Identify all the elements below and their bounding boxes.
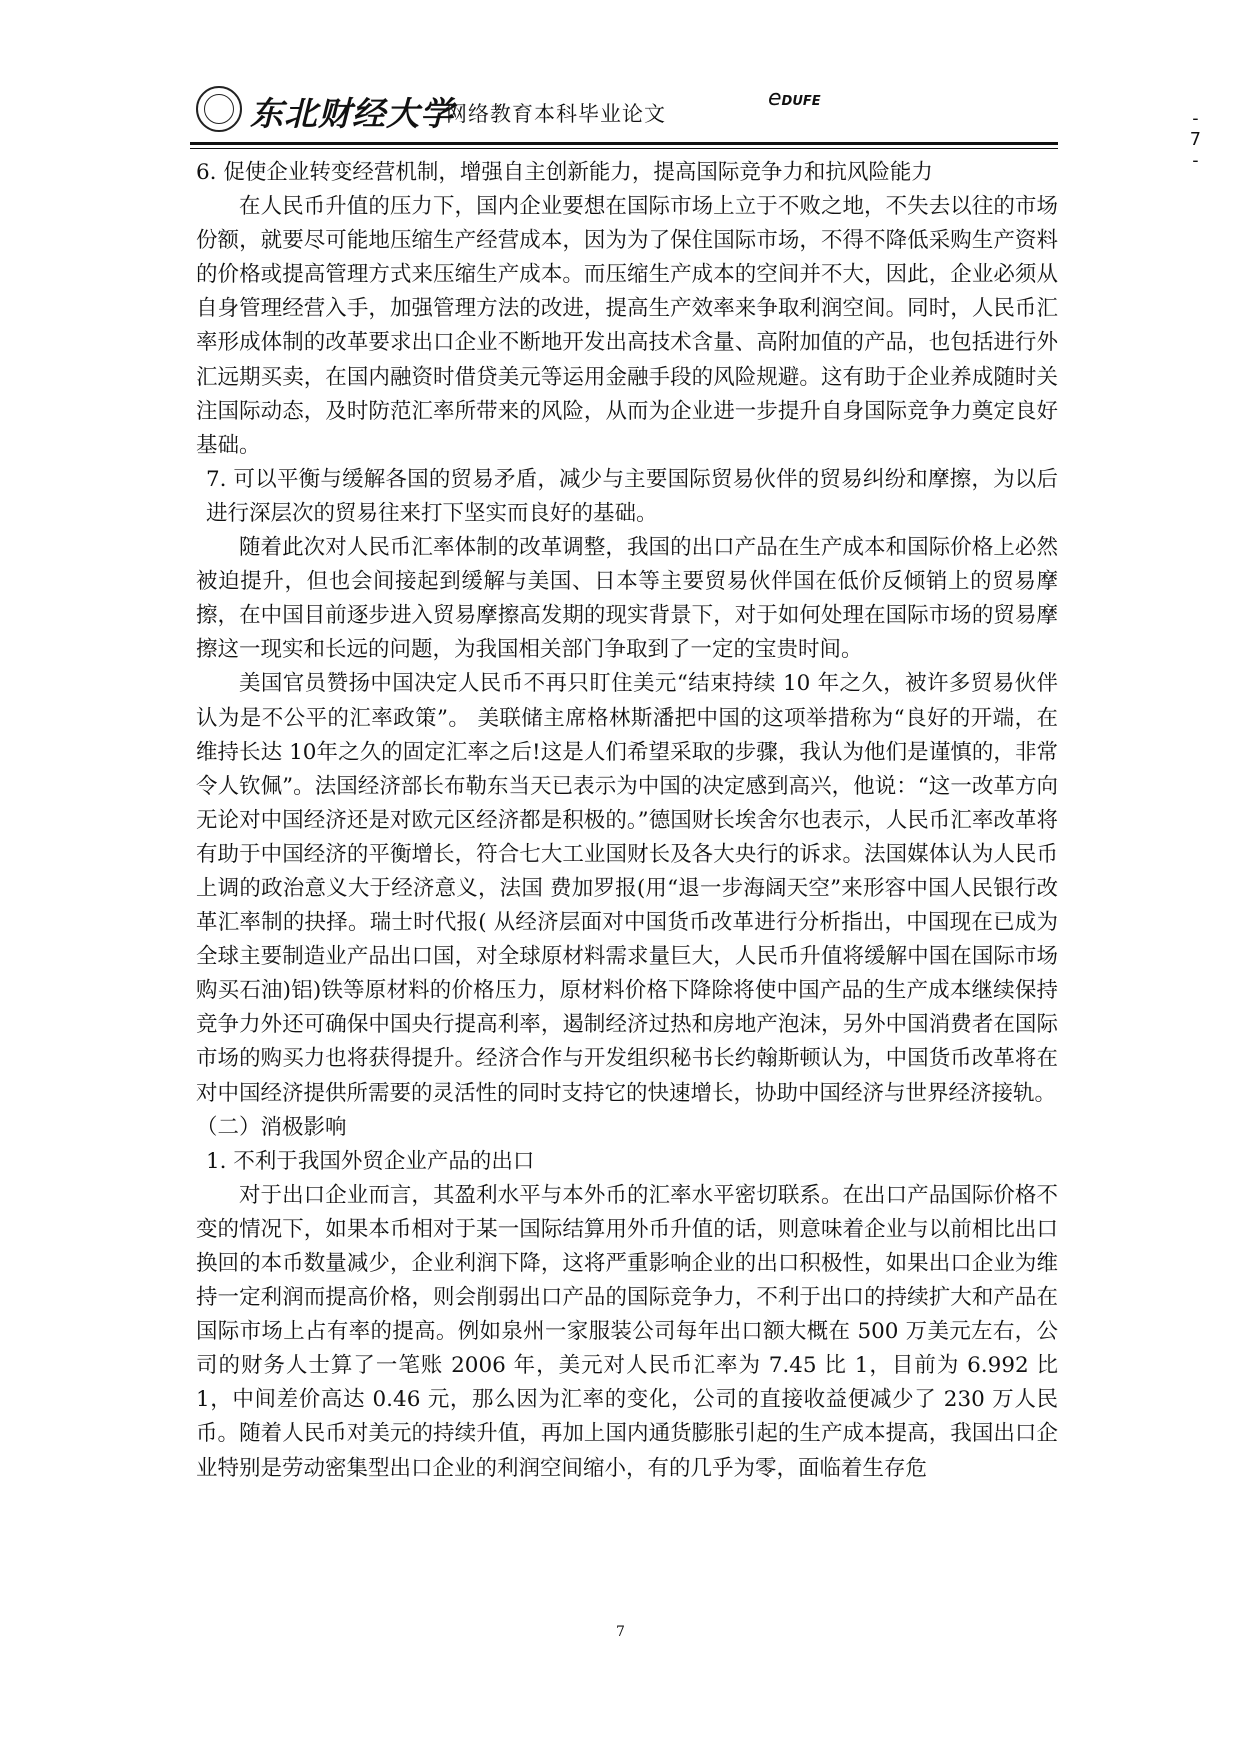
paragraph: 美国官员赞扬中国决定人民币不再只盯住美元“结束持续 10 年之久，被许多贸易伙伴认为是不公平的汇率政策”。 美联储主席格林斯潘把中国的这项举措称为“良好的开端，在维持长达 10年之久的固定汇率之后!这是人们希望采取的步骤，我认为他们是谨慎的，非常令人钦佩”。法国经济部长布勒东当天已表示为中国的决定感到高兴，他说：“这一改革方向无论对中国经济还是对欧元区经济都是积极的。”德国财长埃舍尔也表示，人民币汇率改革将有助于中国经济的平衡增长，符合七大工业国财长及各大央行的诉求。法国媒体认为人民币上调的政治意义大于经济意义，法国 费加罗报(用“退一步海阔天空”来形容中国人民银行改革汇率制的抉择。瑞士时代报( 从经济层面对中国货币改革进行分析指出，中国现在已成为全球主要制造业产品出口国，对全球原材料需求量巨大，人民币升值将缓解中国在国际市场购买石油)铝)铁等原材料的价格压力，原材料价格下降除将使中国产品的生产成本继续保持竞争力外还可确保中国央行提高利率，遏制经济过热和房地产泡沫，另外中国消费者在国际市场的购买力也将获得提升。经济合作与开发组织秘书长约翰斯顿认为，中国货币改革将在对中国经济提供所需要的灵活性的同时支持它的快速增长，协助中国经济与世界经济接轨。 xyxy=(196,671,1058,1106)
page-header xyxy=(190,82,1205,171)
dufe-logo: eDUFE xyxy=(768,86,821,111)
section-heading-6: 6. 促使企业转变经营机制，增强自主创新能力，提高国际竞争力和抗风险能力 xyxy=(196,160,933,185)
subsection-heading: （二）消极影响 xyxy=(196,1114,347,1140)
header-rule xyxy=(190,142,1058,145)
university-name: 东北财经大学 xyxy=(250,94,454,133)
footer-page-number: 7 xyxy=(616,1624,625,1640)
section-heading-7: 7. 可以平衡与缓解各国的贸易矛盾，减少与主要国际贸易伙伴的贸易纠纷和摩擦，为以后进行深层次的贸易往来打下坚实而良好的基础。 xyxy=(206,466,1058,526)
header-page-number: - 7 - xyxy=(1190,108,1205,171)
item-heading: 1. 不利于我国外贸企业产品的出口 xyxy=(206,1148,535,1174)
document-body xyxy=(196,156,1058,1486)
header-rule-thin xyxy=(190,148,1058,149)
paragraph: 在人民币升值的压力下，国内企业要想在国际市场上立于不败之地，不失去以往的市场份额，就要尽可能地压缩生产经营成本，因为为了保住国际市场，不得不降低采购生产资料的价格或提高管理方式来压缩生产成本。而压缩生产成本的空间并不大，因此，企业必须从自身管理经营入手，加强管理方法的改进，提高生产效率来争取利润空间。同时，人民币汇率形成体制的改革要求出口企业不断地开发出高技术含量、高附加值的产品，也包括进行外汇远期买卖，在国内融资时借贷美元等运用金融手段的风险规避。这有助于企业养成随时关注国际动态，及时防范汇率所带来的风险，从而为企业进一步提升自身国际竞争力奠定良好基础。 xyxy=(196,194,1058,458)
university-seal-icon xyxy=(196,86,242,132)
paragraph: 对于出口企业而言，其盈利水平与本外币的汇率水平密切联系。在出口产品国际价格不变的情况下，如果本币相对于某一国际结算用外币升值的话，则意味着企业与以前相比出口换回的本币数量减少，企业利润下降，这将严重影响企业的出口积极性，如果出口企业为维持一定利润而提高价格，则会削弱出口产品的国际竞争力，不利于出口的持续扩大和产品在国际市场上占有率的提高。例如泉州一家服装公司每年出口额大概在 500 万美元左右，公司的财务人士算了一笔账 2006 年，美元对人民币汇率为 7.45 比 1，目前为 6.992 比 1，中间差价高达 0.46 元，那么因为汇率的变化，公司的直接收益便减少了 230 万人民币。随着人民币对美元的持续升值，再加上国内通货膨胀引起的生产成本提高，我国出口企业特别是劳动密集型出口企业的利润空间缩小，有的几乎为零，面临着生存危 xyxy=(196,1182,1058,1481)
paragraph: 随着此次对人民币汇率体制的改革调整，我国的出口产品在生产成本和国际价格上必然被迫提升，但也会间接起到缓解与美国、日本等主要贸易伙伴国在低价反倾销上的贸易摩擦，在中国目前逐步进入贸易摩擦高发期的现实背景下，对于如何处理在国际市场的贸易摩擦这一现实和长远的问题，为我国相关部门争取到了一定的宝贵时间。 xyxy=(196,535,1058,663)
header-subtitle: 网络教育本科毕业论文 xyxy=(446,102,666,126)
